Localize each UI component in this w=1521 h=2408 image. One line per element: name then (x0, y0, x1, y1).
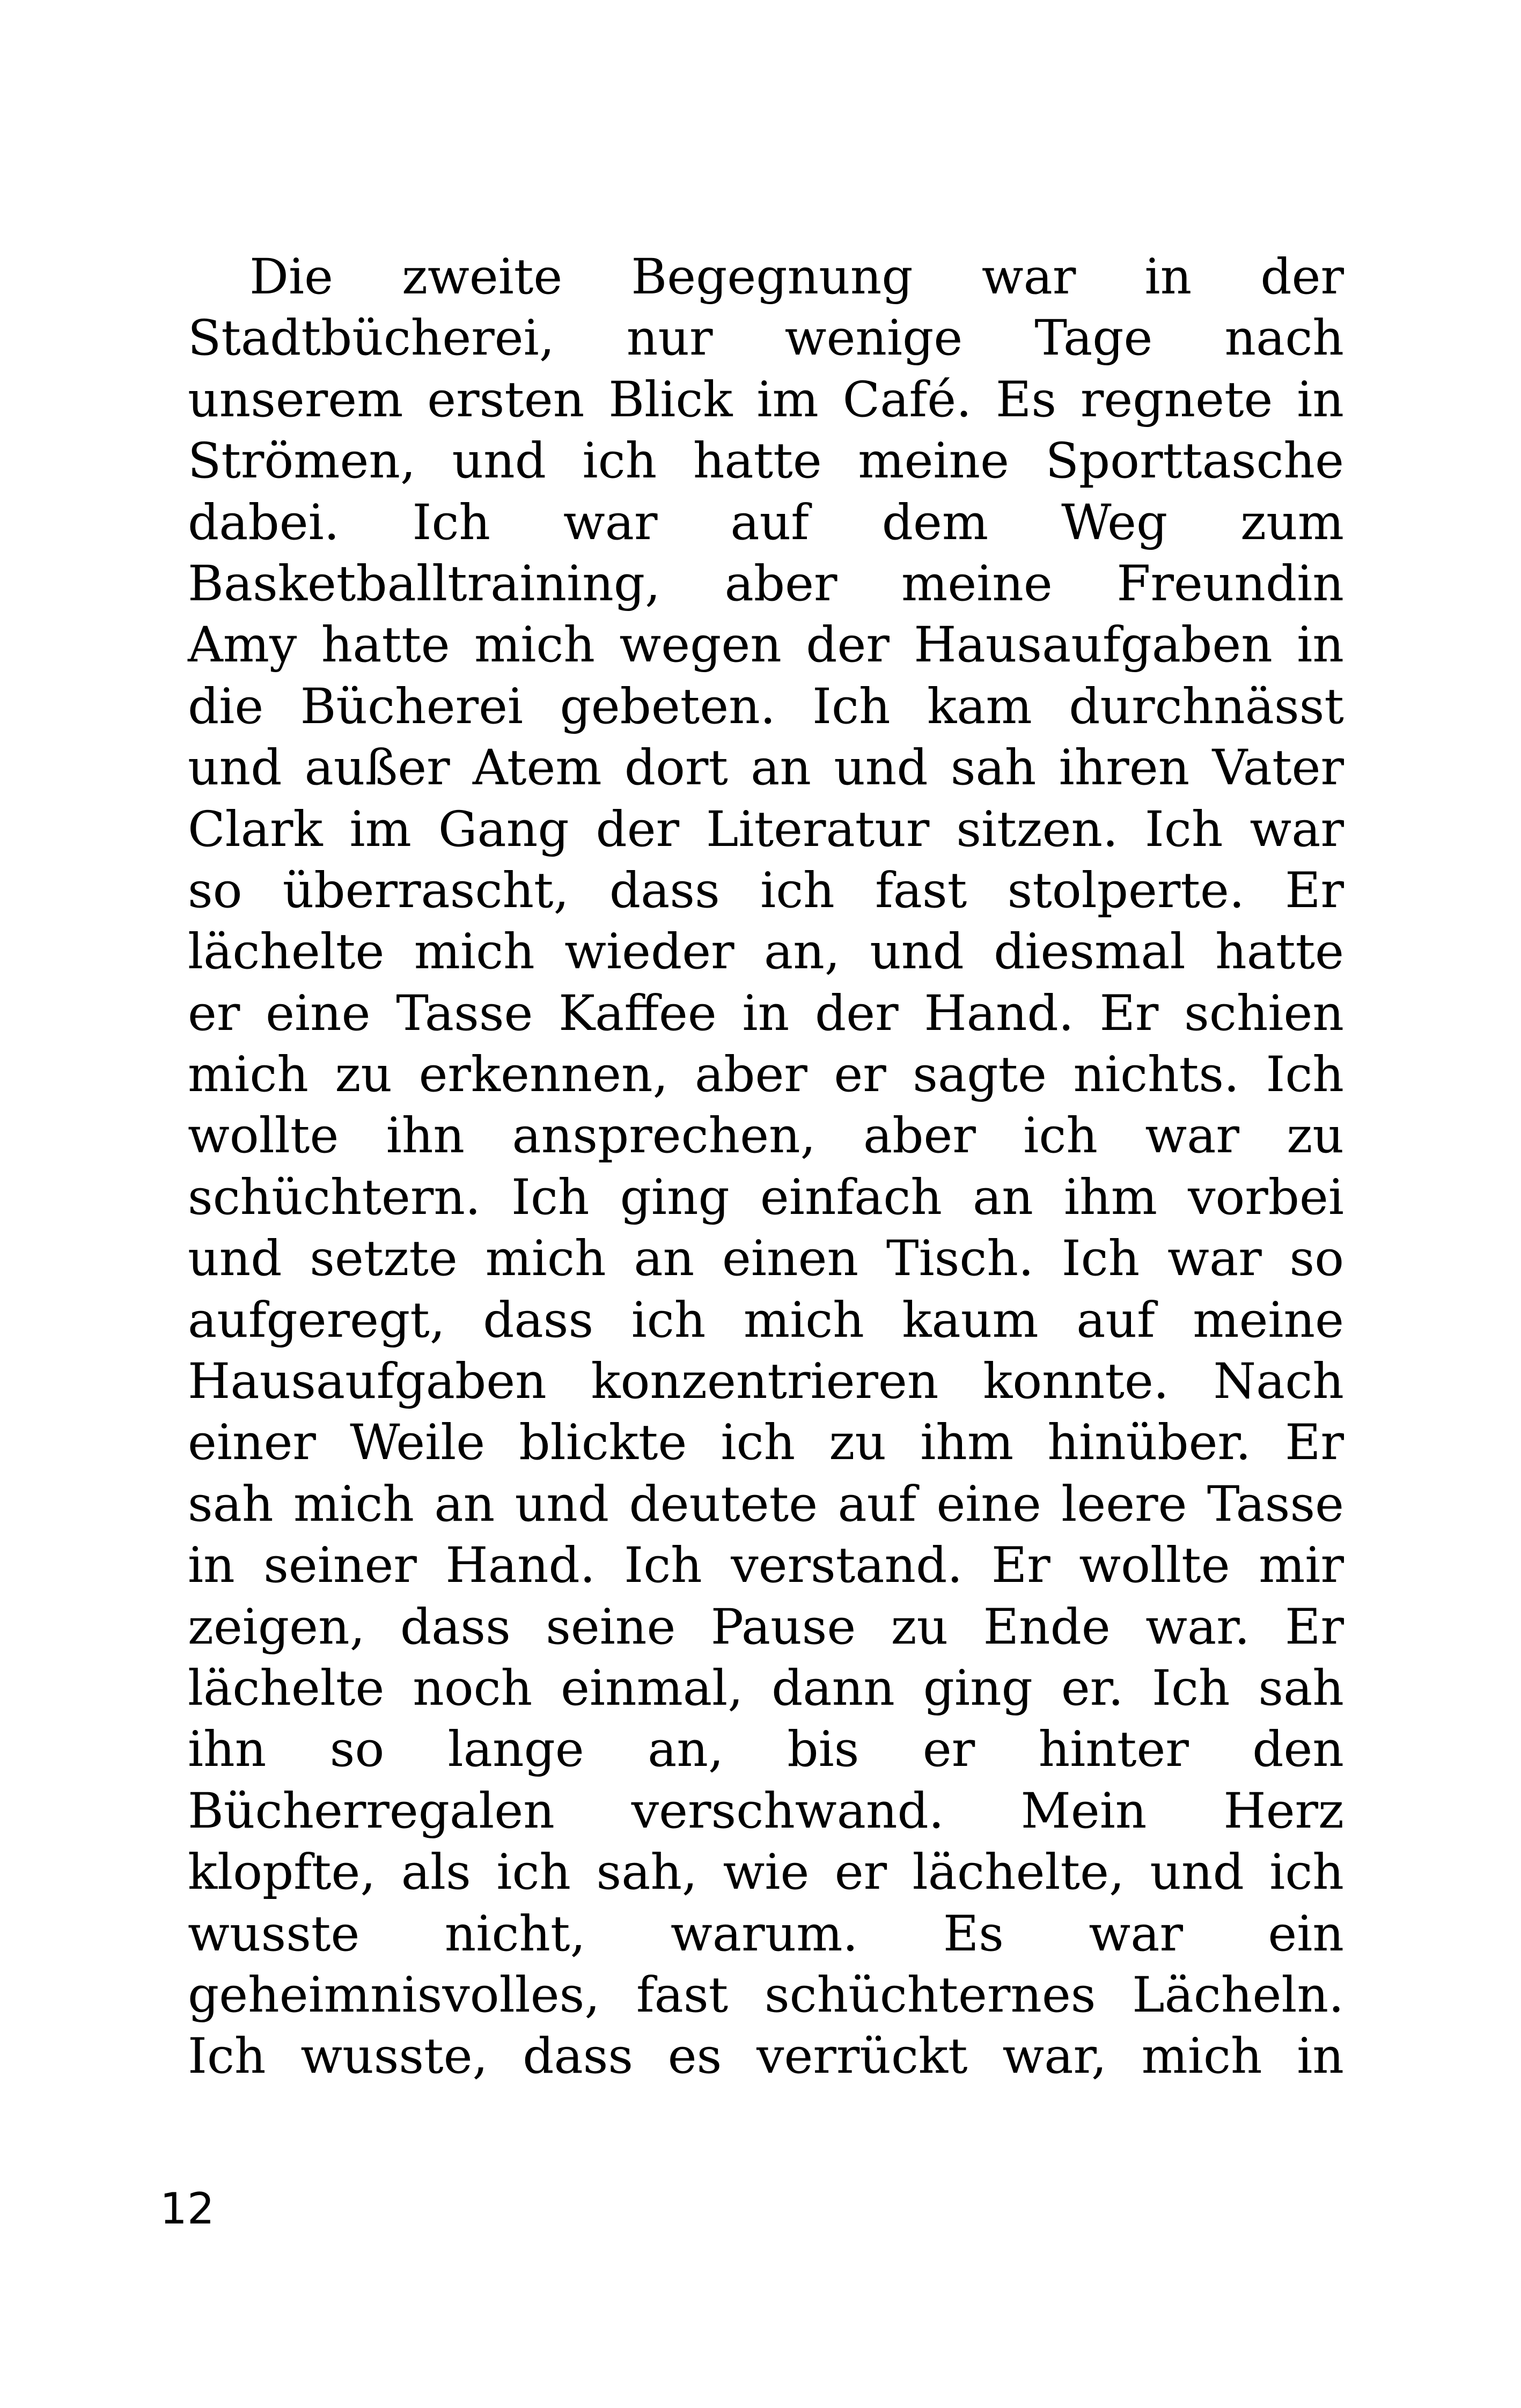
text-line: geheimnisvolles, fast schüchternes Lächeln. (188, 1967, 1344, 2023)
text-line: Hausaufgaben konzentrieren konnte. Nach (188, 1353, 1344, 1410)
text-line: klopfte, als ich sah, wie er lächelte, und ich (188, 1844, 1344, 1901)
text-line: wusste nicht, warum. Es war ein (188, 1905, 1344, 1962)
text-line: Clark im Gang der Literatur sitzen. Ich war (188, 801, 1344, 858)
text-line: Basketballtraining, aber meine Freundin (188, 555, 1344, 612)
text-line: lächelte mich wieder an, und diesmal hatte (188, 924, 1344, 981)
text-line: ihn so lange an, bis er hinter den (188, 1721, 1344, 1778)
text-line: Die zweite Begegnung war in der (249, 249, 1344, 305)
text-line: lächelte noch einmal, dann ging er. Ich sah (188, 1660, 1344, 1717)
text-line: Strömen, und ich hatte meine Sporttasche (188, 433, 1344, 490)
text-line: sah mich an und deutete auf eine leere Tasse (188, 1476, 1344, 1533)
text-line: er eine Tasse Kaffee in der Hand. Er schien (188, 985, 1344, 1042)
text-line: Stadtbücherei, nur wenige Tage nach (188, 310, 1344, 367)
text-line: und setzte mich an einen Tisch. Ich war so (188, 1231, 1344, 1287)
text-line: und außer Atem dort an und sah ihren Vater (188, 740, 1344, 797)
text-line: aufgeregt, dass ich mich kaum auf meine (188, 1292, 1344, 1349)
body-paragraph (188, 247, 1344, 2088)
text-line: die Bücherei gebeten. Ich kam durchnässt (188, 678, 1344, 735)
text-line: so überrascht, dass ich fast stolperte. Er (188, 862, 1344, 919)
text-line: Ich wusste, dass es verrückt war, mich in (188, 2028, 1344, 2085)
page-number: 12 (160, 2184, 215, 2234)
text-line: in seiner Hand. Ich verstand. Er wollte mir (188, 1537, 1344, 1594)
text-line: dabei. Ich war auf dem Weg zum (188, 494, 1344, 551)
text-line: mich zu erkennen, aber er sagte nichts. Ich (188, 1047, 1344, 1103)
text-line: Amy hatte mich wegen der Hausaufgaben in (188, 617, 1344, 674)
text-line: Bücherregalen verschwand. Mein Herz (188, 1783, 1344, 1839)
text-line: wollte ihn ansprechen, aber ich war zu (188, 1108, 1344, 1165)
text-line: unserem ersten Blick im Café. Es regnete in (188, 371, 1344, 428)
text-line: einer Weile blickte ich zu ihm hinüber. Er (188, 1415, 1344, 1471)
text-line: schüchtern. Ich ging einfach an ihm vorbei (188, 1169, 1344, 1226)
text-line: zeigen, dass seine Pause zu Ende war. Er (188, 1599, 1344, 1655)
